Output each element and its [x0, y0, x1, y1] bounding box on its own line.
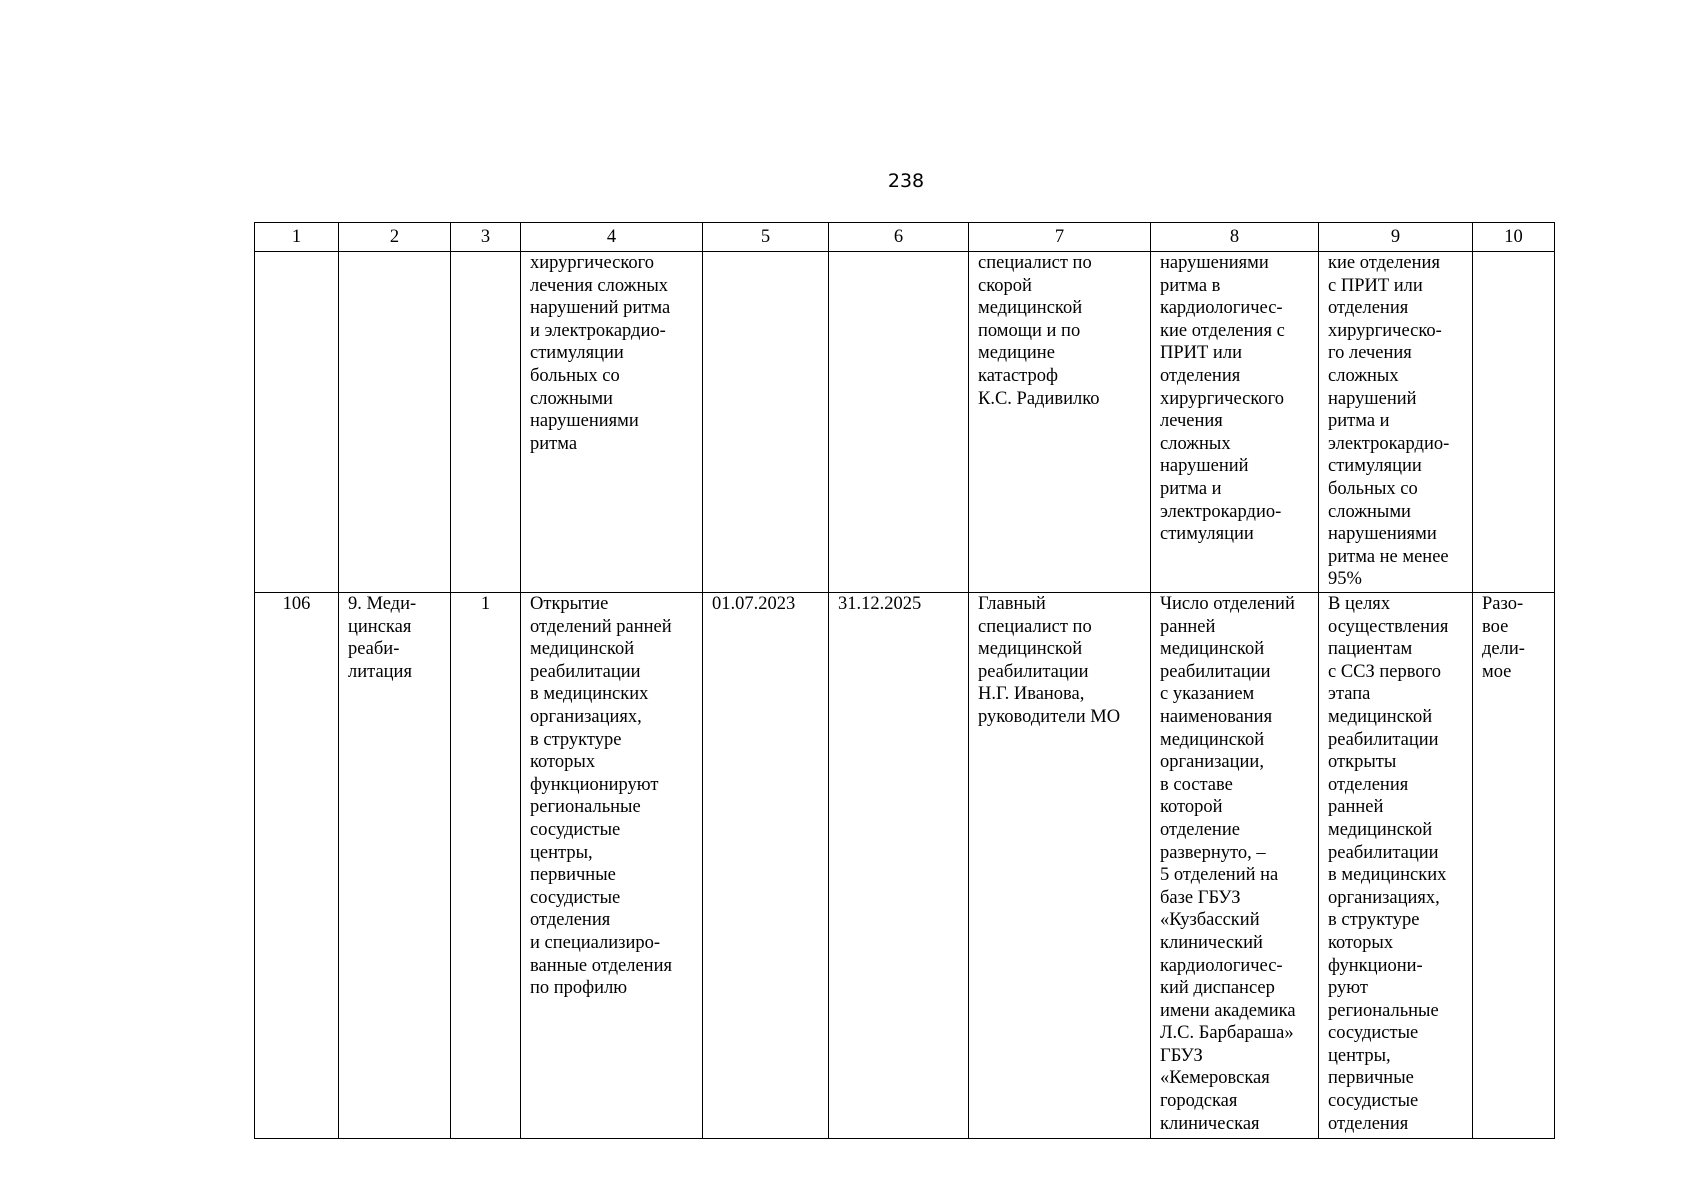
indicator-cell [1151, 593, 1319, 1139]
cell-text: 01.07.2023 [712, 594, 796, 614]
responsible-cell [969, 593, 1151, 1139]
column-header-8: 8 [1151, 223, 1319, 252]
item-number-cell [451, 252, 521, 593]
start-date-cell [703, 593, 829, 1139]
row-number-cell [255, 252, 339, 593]
measure-cell [521, 252, 703, 593]
type-cell [1473, 252, 1555, 593]
header-row [255, 223, 1555, 252]
plan-table [254, 222, 1555, 1139]
section-cell [339, 593, 451, 1139]
cell-text: В целях осуществления пациентам с ССЗ первого этапа медицинской реабилитации открыты отделения ранней медицинской реабилитации в медицинских организациях, в структуре которых функциони- руют региональные сосудистые центры, первичные сосудистые отделения [1328, 594, 1449, 1134]
column-header-2: 2 [339, 223, 451, 252]
cell-text: 1 [480, 594, 491, 614]
cell-text: Разо- вое дели- мое [1482, 594, 1525, 682]
cell-text: Число отделений ранней медицинской реабилитации с указанием наименования медицинской организации, в составе которой отделение развернуто, – 5 отделений на базе ГБУЗ «Кузбасский клинический кардиологичес- кий диспансер имени академика Л.С. Барбараша» ГБУЗ «Кемеровская городская клиническая [1160, 594, 1296, 1134]
end-date-cell [829, 593, 969, 1139]
end-date-cell [829, 252, 969, 593]
page-number: 238 [887, 170, 925, 192]
column-header-1: 1 [255, 223, 339, 252]
table-row [255, 252, 1555, 593]
responsible-cell [969, 252, 1151, 593]
cell-text: 106 [282, 594, 311, 614]
column-header-3: 3 [451, 223, 521, 252]
type-cell [1473, 593, 1555, 1139]
column-header-7: 7 [969, 223, 1151, 252]
indicator-cell [1151, 252, 1319, 593]
cell-text: Открытие отделений ранней медицинской реабилитации в медицинских организациях, в структуре которых функционируют региональные сосудистые центры, первичные сосудистые отделения и специализиро- ванные отделения по профилю [530, 594, 672, 999]
measure-cell [521, 593, 703, 1139]
column-header-6: 6 [829, 223, 969, 252]
cell-text: специалист по скорой медицинской помощи и по медицине катастроф К.С. Радивилко [978, 253, 1100, 409]
cell-text: 31.12.2025 [838, 594, 922, 614]
column-header-4: 4 [521, 223, 703, 252]
start-date-cell [703, 252, 829, 593]
column-header-5: 5 [703, 223, 829, 252]
table-row [255, 593, 1555, 1139]
cell-text: Главный специалист по медицинской реабилитации Н.Г. Иванова, руководители МО [978, 594, 1121, 727]
cell-text: 9. Меди- цинская реаби- литация [348, 594, 417, 682]
section-cell [339, 252, 451, 593]
result-cell [1319, 593, 1473, 1139]
row-number-cell [255, 593, 339, 1139]
cell-text: нарушениями ритма в кардиологичес- кие отделения с ПРИТ или отделения хирургического лечения сложных нарушений ритма и электрокардио- стимуляции [1160, 253, 1285, 545]
item-number-cell [451, 593, 521, 1139]
cell-text: хирургического лечения сложных нарушений ритма и электрокардио- стимуляции больных со сложными нарушениями ритма [530, 253, 671, 454]
column-header-9: 9 [1319, 223, 1473, 252]
cell-text: кие отделения с ПРИТ или отделения хирургическо- го лечения сложных нарушений ритма и электрокардио- стимуляции больных со сложными нарушениями ритма не менее 95% [1328, 253, 1450, 590]
column-header-10: 10 [1473, 223, 1555, 252]
result-cell [1319, 252, 1473, 593]
